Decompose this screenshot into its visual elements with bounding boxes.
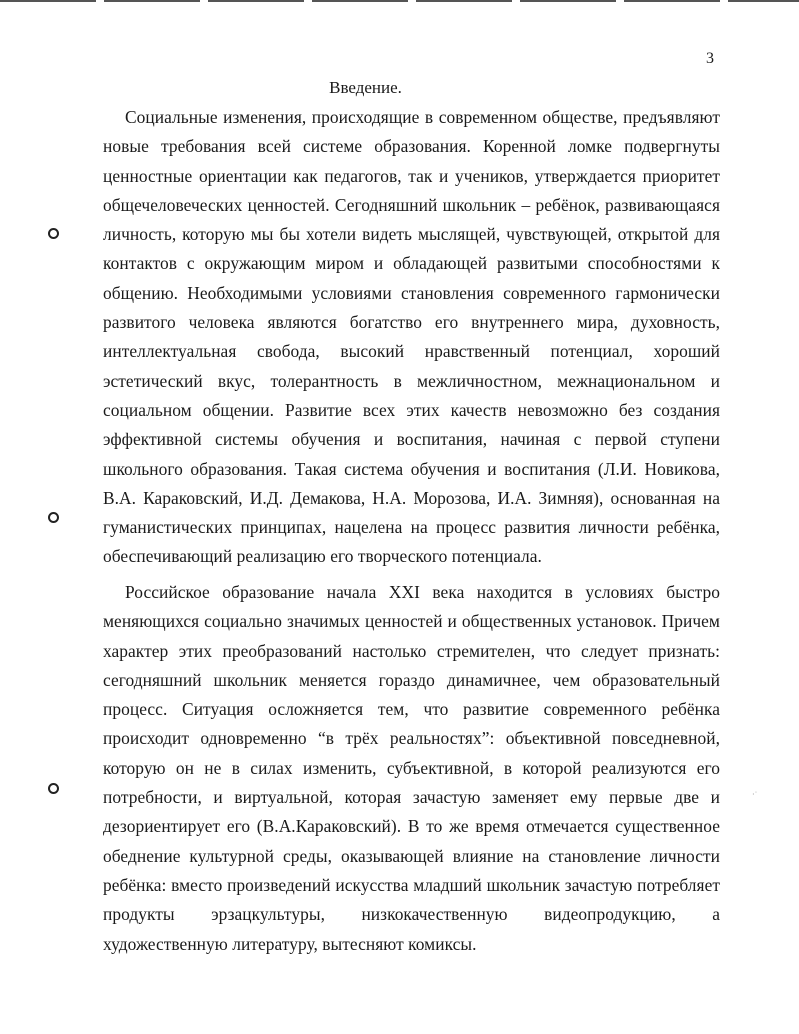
scan-top-border [0,0,799,2]
page-title-wrapper [0,78,799,98]
page-title: Введение. [329,78,402,97]
binder-hole-icon [48,512,59,523]
paragraph-2: Российское образование начала XXI века находится в условиях быстро меняющихся социально значимых ценностей и общественных установок. Причем характер этих преобразований настолько стремителен, что следует признать: сегодняшний школьник меняется гораздо динамичнее, чем образовательный процесс. Ситуация осложняется тем, что развитие современного ребёнка происходит одновременно “в трёх реальностях”: объективной повседневной, которую он не в силах изменить, субъективной, в которой реализуются его потребности, и виртуальной, которая зачастую заменяет ему первые две и дезориентирует его (В.А.Караковский). В то же время отмечается существенное обеднение культурной среды, оказывающей влияние на становление личности ребёнка: вместо произведений искусства младший школьник зачастую потребляет продукты эрзацкультуры, низкокачественную видеопродукцию, а художественную литературу, вытесняют комиксы. [103,582,720,954]
paragraph-2-block [103,578,720,959]
binder-hole-icon [48,228,59,239]
binder-hole-icon [48,783,59,794]
paragraph-1: Социальные изменения, происходящие в современном обществе, предъявляют новые требования всей системе образования. Коренной ломке подвергнуты ценностные ориентации как педагогов, так и учеников, утверждается приоритет общечеловеческих ценностей. Сегодняшний школьник – ребёнок, развивающаяся личность, которую мы бы хотели видеть мыслящей, чувствующей, открытой для контактов с окружающим миром и обладающей развитыми способностями к общению. Необходимыми условиями становления современного гармонически развитого человека являются богатство его внутреннего мира, духовность, интеллектуальная свобода, высокий нравственный потенциал, хороший эстетический вкус, толерантность в межличностном, межнациональном и социальном общении. Развитие всех этих качеств невозможно без создания эффективной системы обучения и воспитания, начиная с первой ступени школьного образования. Такая система обучения и воспитания (Л.И. Новикова, В.А. Караковский, И.Д. Демакова, Н.А. Морозова, И.А. Зимняя), основанная на гуманистических принципах, нацелена на процесс развития личности ребёнка, обеспечивающий реализацию его творческого потенциала. [103,107,720,567]
scan-speck-icon: ·˙ [752,790,758,799]
page-number: 3 [706,50,714,67]
paragraph-1-block [103,103,720,572]
